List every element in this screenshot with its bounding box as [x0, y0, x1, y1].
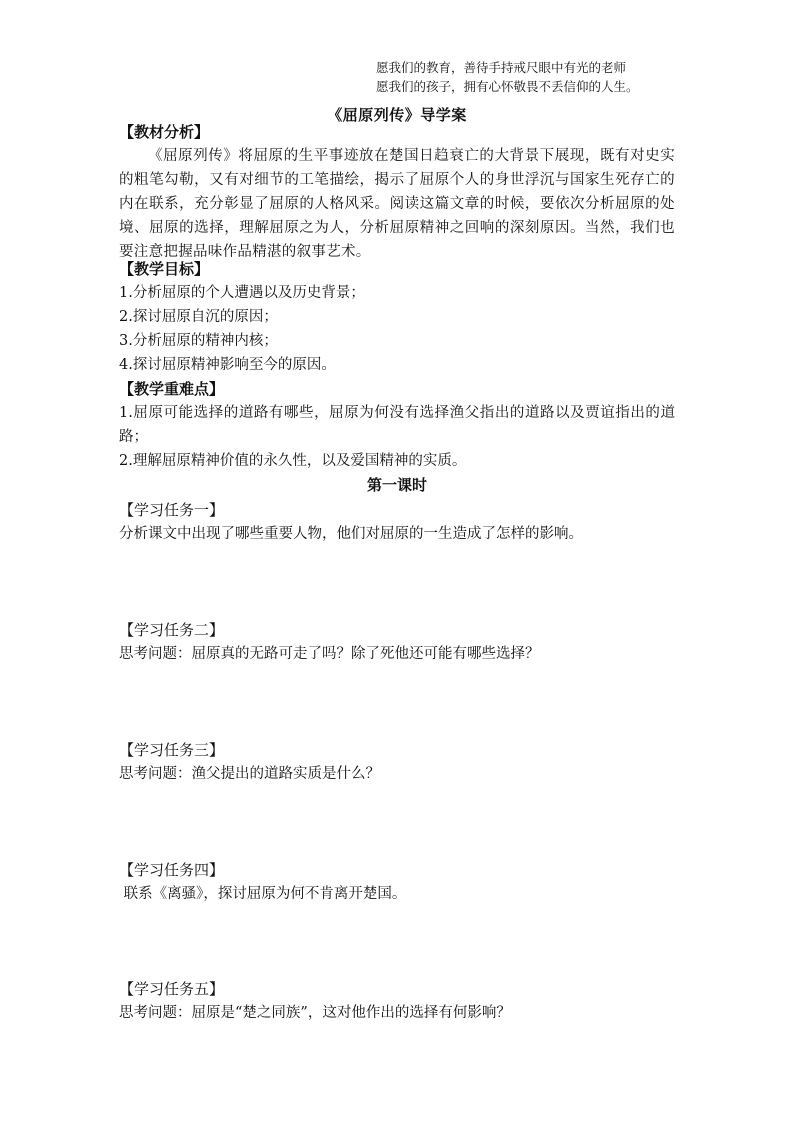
- goal-item: 2.探讨屈原自沉的原因；: [119, 309, 278, 325]
- key-points-section: [119, 377, 675, 473]
- analysis-section: [119, 120, 675, 264]
- key-points-heading: 【教学重难点】: [119, 380, 225, 398]
- task-heading: 【学习任务五】: [119, 980, 225, 998]
- task-3: [119, 738, 675, 786]
- task-question: 分析课文中出现了哪些重要人物，他们对屈原的一生造成了怎样的影响。: [119, 526, 583, 542]
- goal-item: 3.分析屈原的精神内核；: [119, 333, 278, 349]
- key-point-item: 2.理解屈原精神价值的永久性，以及爱国精神的实质。: [119, 453, 467, 469]
- task-heading: 【学习任务二】: [119, 621, 225, 639]
- task-question: 思考问题：屈原是“楚之同族”，这对他作出的选择有何影响？: [119, 1005, 511, 1021]
- task-heading: 【学习任务四】: [119, 861, 225, 879]
- motto-line-2: 愿我们的孩子，拥有心怀敬畏不丢信仰的人生。: [376, 79, 639, 94]
- key-point-item: 1.屈原可能选择的道路有哪些，屈原为何没有选择渔父指出的道路以及贾谊指出的道路；: [119, 405, 675, 445]
- task-heading: 【学习任务一】: [119, 501, 225, 519]
- task-question: 思考问题：屈原真的无路可走了吗？除了死他还可能有哪些选择？: [119, 646, 540, 662]
- task-2: [119, 618, 675, 666]
- header-motto: [376, 58, 676, 96]
- goals-heading: 【教学目标】: [119, 260, 210, 278]
- page-title: 《屈原列传》导学案: [327, 106, 467, 124]
- task-question: 联系《离骚》，探讨屈原为何不肯离开楚国。: [119, 886, 407, 902]
- analysis-heading: 【教材分析】: [119, 123, 210, 141]
- goals-section: [119, 257, 675, 377]
- motto-line-1: 愿我们的教育，善待手持戒尺眼中有光的老师: [376, 60, 627, 75]
- lesson-title: 第一课时: [366, 476, 427, 494]
- goal-item: 1.分析屈原的个人遭遇以及历史背景；: [119, 285, 365, 301]
- goal-item: 4.探讨屈原精神影响至今的原因。: [119, 357, 336, 373]
- task-4: [119, 858, 675, 906]
- analysis-text: 《屈原列传》将屈原的生平事迹放在楚国日趋衰亡的大背景下展现，既有对史实的粗笔勾勒，又有对细节的工笔描绘，揭示了屈原个人的身世浮沉与国家生死存亡的内在联系，充分彰显了屈原的人格风采。阅读这篇文章的时候，要依次分析屈原的处境、屈原的选择，理解屈原之为人，分析屈原精神之回响的深刻原因。当然，我们也要注意把握品味作品精湛的叙事艺术。: [119, 148, 675, 260]
- task-5: [119, 977, 675, 1025]
- task-question: 思考问题：渔父提出的道路实质是什么？: [119, 766, 380, 782]
- task-1: [119, 498, 675, 546]
- task-heading: 【学习任务三】: [119, 741, 225, 759]
